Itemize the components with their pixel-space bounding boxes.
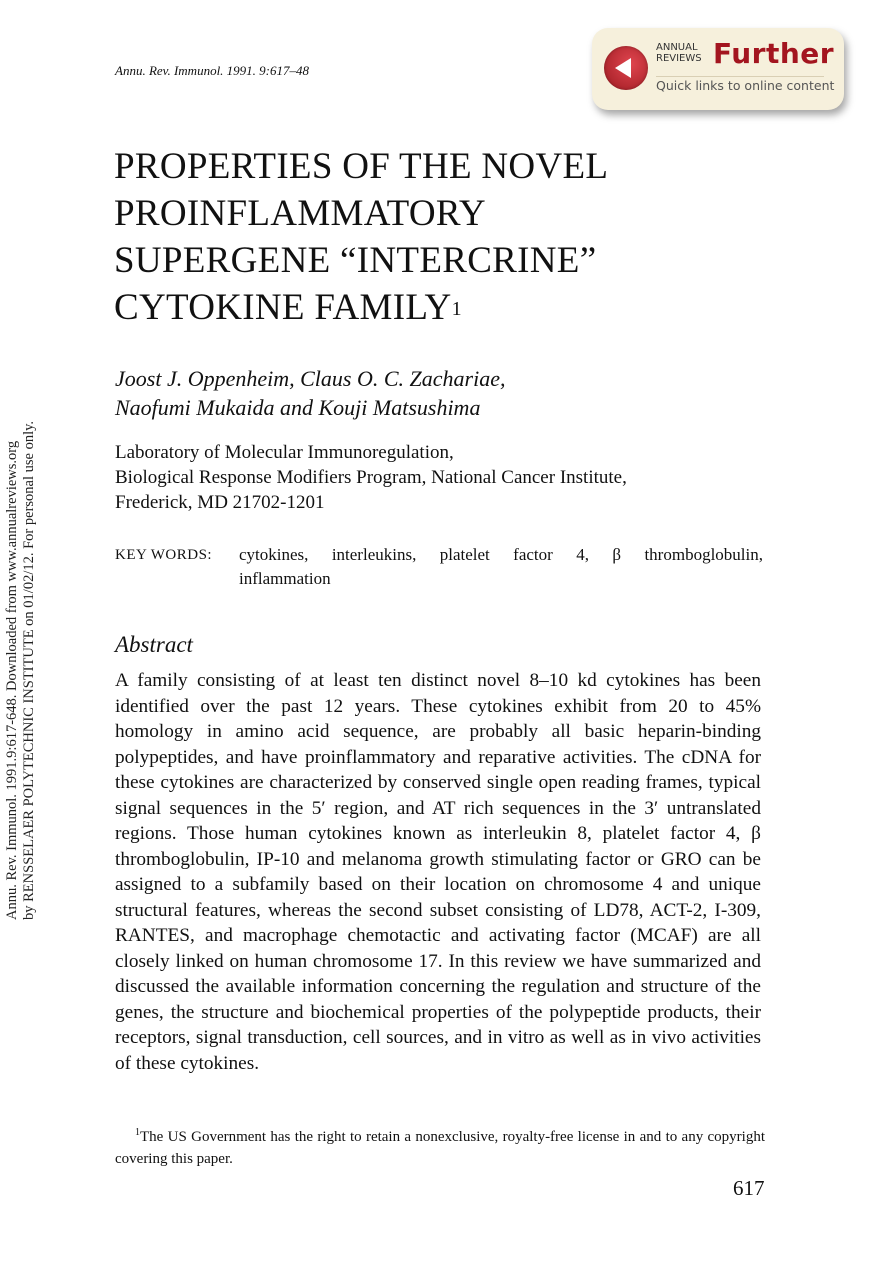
- abstract-text: A family consisting of at least ten distinct novel 8–10 kd cytokines has been identified over the past 12 years. These cytokines exhibit from 20 to 45% homology in amino acid sequence, are probably all basic heparin-binding polypeptides, and have proinflammatory and reparative activities. The cDNA for these cytokines are characterized by conserved single open reading frames, typical signal sequences in the 5′ region, and AT rich sequences in the 3′ untranslated regions. Those human cytokines known as interleukin 8, platelet factor 4, β thromboglobulin, IP-10 and melanoma growth stimulating factor or GRO can be assigned to a subfamily based on their location on chromosome 4 and unique structural features, whereas the second subset consisting of LD78, ACT-2, I-309, RANTES, and macrophage chemotactic and activating factor (MCAF) are all closely linked on human chromosome 17. In this review we have summarized and discussed the available information concerning the regulation and structure of the genes, the structure and biochemical properties of the polypeptide products, their receptors, signal transduction, cell sources, and in vitro as well as in vivo activities of these cytokines.: [115, 670, 761, 1074]
- badge-publisher: [656, 42, 702, 64]
- annual-reviews-further-badge[interactable]: [592, 28, 844, 110]
- badge-annual-text: ANNUAL: [656, 42, 698, 53]
- affiliation-line-2: Biological Response Modifiers Program, National Cancer Institute,: [115, 467, 627, 488]
- footnote-mark: 1: [135, 1127, 140, 1138]
- footnote-text: The US Government has the right to retain a nonexclusive, royalty-free license in and to any copyright covering this paper.: [115, 1129, 765, 1167]
- back-arrow-icon: [604, 46, 648, 90]
- title-line-4: [114, 284, 734, 331]
- download-notice-line-1: Annu. Rev. Immunol. 1991.9:617-648. Downloaded from www.annualreviews.org: [4, 440, 20, 920]
- title-line-3: SUPERGENE “INTERCRINE”: [114, 240, 597, 281]
- authors-line-1: Joost J. Oppenheim, Claus O. C. Zachariae,: [115, 366, 506, 391]
- keywords-line-1: cytokines, interleukins, platelet factor 4, β thromboglobulin,: [239, 545, 763, 564]
- badge-reviews-text: REVIEWS: [656, 53, 702, 64]
- badge-further-label: Further: [713, 37, 835, 70]
- title-line-2: PROINFLAMMATORY: [114, 193, 486, 234]
- affiliation-line-1: Laboratory of Molecular Immunoregulation,: [115, 442, 454, 463]
- footnote: [115, 1122, 765, 1170]
- download-notice: [4, 350, 44, 920]
- badge-divider: [656, 76, 824, 77]
- title-line-1: PROPERTIES OF THE NOVEL: [114, 146, 609, 187]
- authors: [115, 364, 505, 422]
- journal-reference: Annu. Rev. Immunol. 1991. 9:617–48: [115, 63, 310, 78]
- authors-line-2: Naofumi Mukaida and Kouji Matsushima: [115, 395, 481, 420]
- download-notice-line-2: by RENSSELAER POLYTECHNIC INSTITUTE on 01/02/12. For personal use only.: [21, 420, 37, 920]
- abstract-heading: Abstract: [115, 632, 193, 657]
- keywords-label: KEY WORDS:: [115, 547, 213, 563]
- affiliation: [115, 440, 627, 515]
- page-number: 617: [733, 1176, 765, 1200]
- title-line-4-text: CYTOKINE FAMILY: [114, 287, 452, 328]
- keywords: [115, 543, 763, 591]
- badge-subtitle: Quick links to online content: [656, 78, 835, 93]
- affiliation-line-3: Frederick, MD 21702-1201: [115, 492, 325, 513]
- keywords-line-2: inflammation: [239, 569, 331, 588]
- article-title: [114, 143, 734, 331]
- title-footnote-mark: 1: [451, 298, 462, 320]
